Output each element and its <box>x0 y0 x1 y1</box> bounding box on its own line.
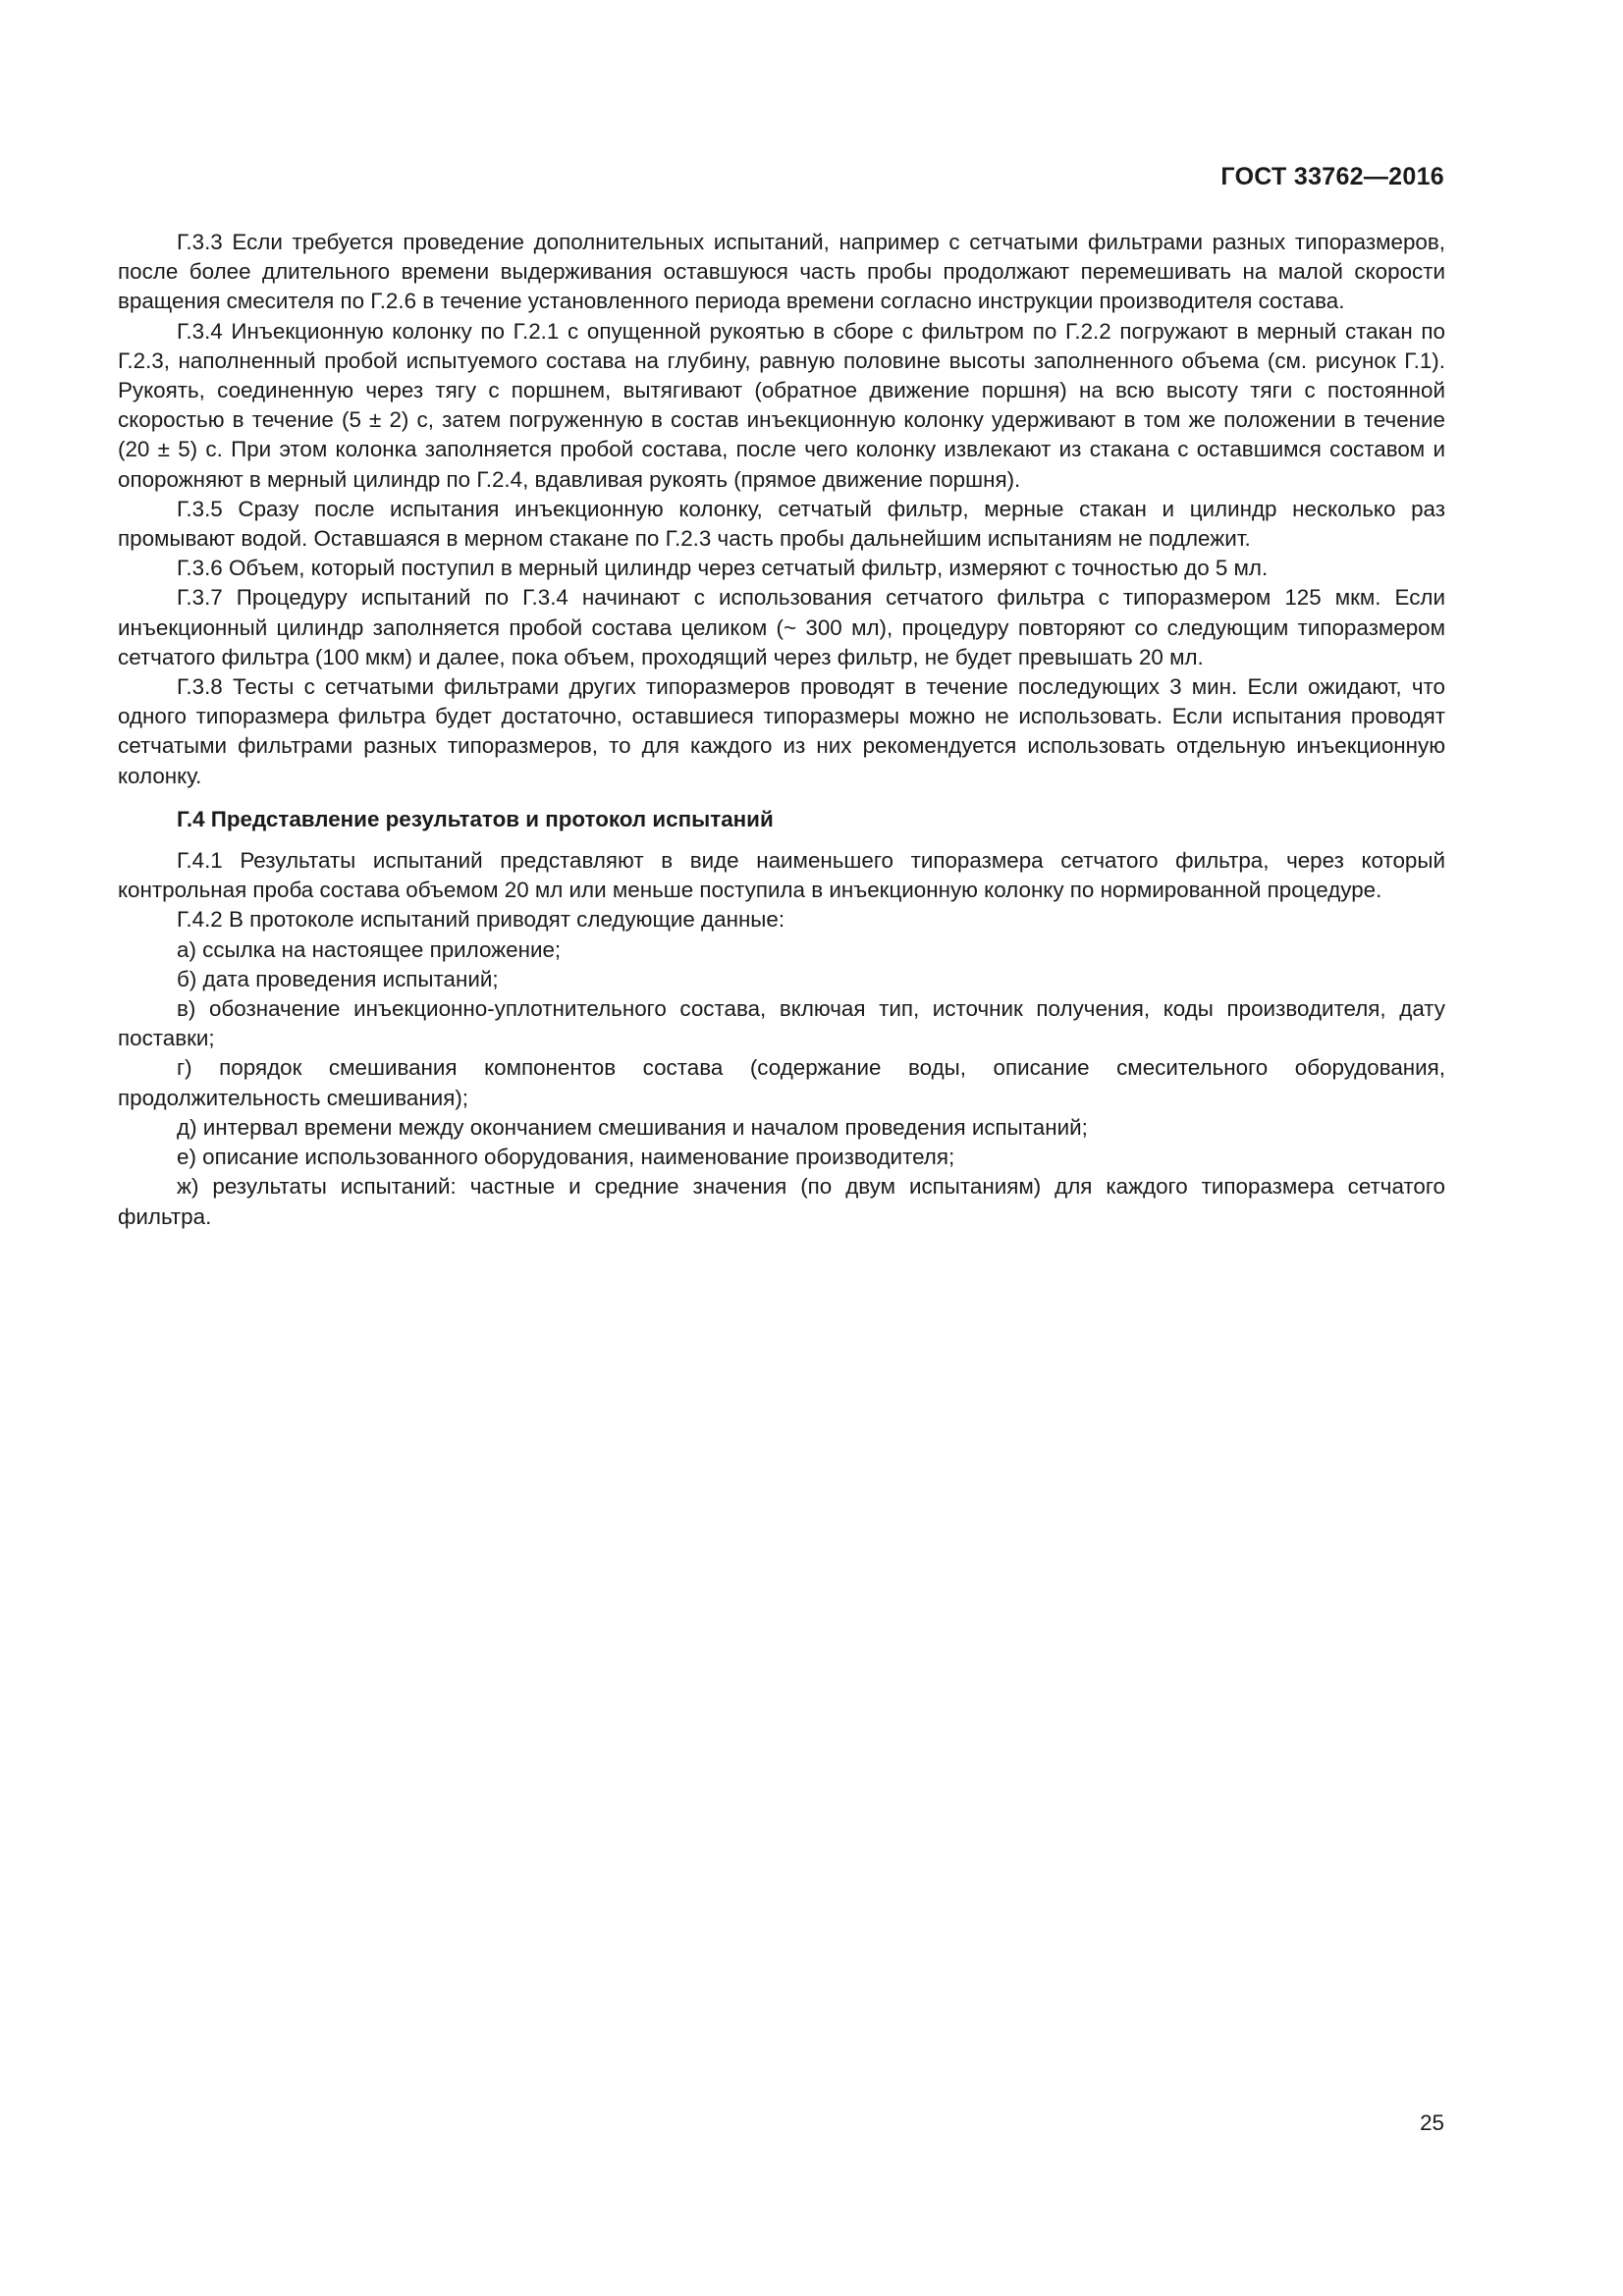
paragraph-g-3-8: Г.3.8 Тесты с сетчатыми фильтрами других типоразмеров проводят в течение последующих 3 мин. Если ожидают, что одного типоразмера фильтра будет достаточно, оставшиеся типоразмеры можно не использовать. Если испытания проводят сетчатыми фильтрами разных типоразмеров, то для каждого из них рекомендуется использовать отдельную инъекционную колонку. <box>118 674 1445 788</box>
paragraph-g-4-1: Г.4.1 Результаты испытаний представляют в виде наименьшего типоразмера сетчатого фильтра, через который контрольная проба состава объемом 20 мл или меньше поступила в инъекционную колонку по нормированной процедуре. <box>118 848 1445 903</box>
list-item-d: д) интервал времени между окончанием смешивания и началом проведения испытаний; <box>177 1114 1088 1140</box>
list-item-g: г) порядок смешивания компонентов состава (содержание воды, описание смесительного оборудования, продолжительность смешивания); <box>118 1055 1445 1110</box>
paragraph-g-3-5: Г.3.5 Сразу после испытания инъекционную колонку, сетчатый фильтр, мерные стакан и цилиндр несколько раз промывают водой. Оставшаяся в мерном стакане по Г.2.3 часть пробы дальнейшим испытаниям не подлежит. <box>118 496 1445 552</box>
page-number: 25 <box>1420 2110 1444 2135</box>
list-item-e: е) описание использованного оборудования, наименование производителя; <box>177 1145 955 1170</box>
paragraph-g-3-6: Г.3.6 Объем, который поступил в мерный цилиндр через сетчатый фильтр, измеряют с точностью до 5 мл. <box>177 556 1269 581</box>
list-item-b: б) дата проведения испытаний; <box>177 966 499 991</box>
list-item-a: а) ссылка на настоящее приложение; <box>177 936 562 962</box>
document-body <box>118 228 1445 1232</box>
section-heading-g-4: Г.4 Представление результатов и протокол испытаний <box>177 806 774 831</box>
list-item-v: в) обозначение инъекционно-уплотнительного состава, включая тип, источник получения, коды производителя, дату поставки; <box>118 996 1445 1051</box>
document-code-header: ГОСТ 33762—2016 <box>1220 163 1444 190</box>
paragraph-g-3-7: Г.3.7 Процедуру испытаний по Г.3.4 начинают с использования сетчатого фильтра с типоразмером 125 мкм. Если инъекционный цилиндр заполняется пробой состава целиком (~ 300 мл), процедуру повторяют со следующим типоразмером сетчатого фильтра (100 мкм) и далее, пока объем, проходящий через фильтр, не будет превышать 20 мл. <box>118 585 1445 669</box>
list-item-zh: ж) результаты испытаний: частные и средние значения (по двум испытаниям) для каждого типоразмера сетчатого фильтра. <box>118 1174 1445 1229</box>
paragraph-g-4-2: Г.4.2 В протоколе испытаний приводят следующие данные: <box>177 907 785 933</box>
paragraph-g-3-4: Г.3.4 Инъекционную колонку по Г.2.1 с опущенной рукоятью в сборе с фильтром по Г.2.2 погружают в мерный стакан по Г.2.3, наполненный пробой испытуемого состава на глубину, равную половине высоты заполненного объема (см. рисунок Г.1). Рукоять, соединенную через тягу с поршнем, вытягивают (обратное движение поршня) на всю высоту тяги с постоянной скоростью в течение (5 ± 2) с, затем погруженную в состав инъекционную колонку удерживают в том же положении в течение (20 ± 5) с. При этом колонка заполняется пробой состава, после чего колонку извлекают из стакана с оставшимся составом и опорожняют в мерный цилиндр по Г.2.4, вдавливая рукоять (прямое движение поршня). <box>118 318 1445 492</box>
paragraph-g-3-3: Г.3.3 Если требуется проведение дополнительных испытаний, например с сетчатыми фильтрами разных типоразмеров, после более длительного времени выдерживания оставшуюся часть пробы продолжают перемешивать на малой скорости вращения смесителя по Г.2.6 в течение установленного периода времени согласно инструкции производителя состава. <box>118 230 1445 314</box>
